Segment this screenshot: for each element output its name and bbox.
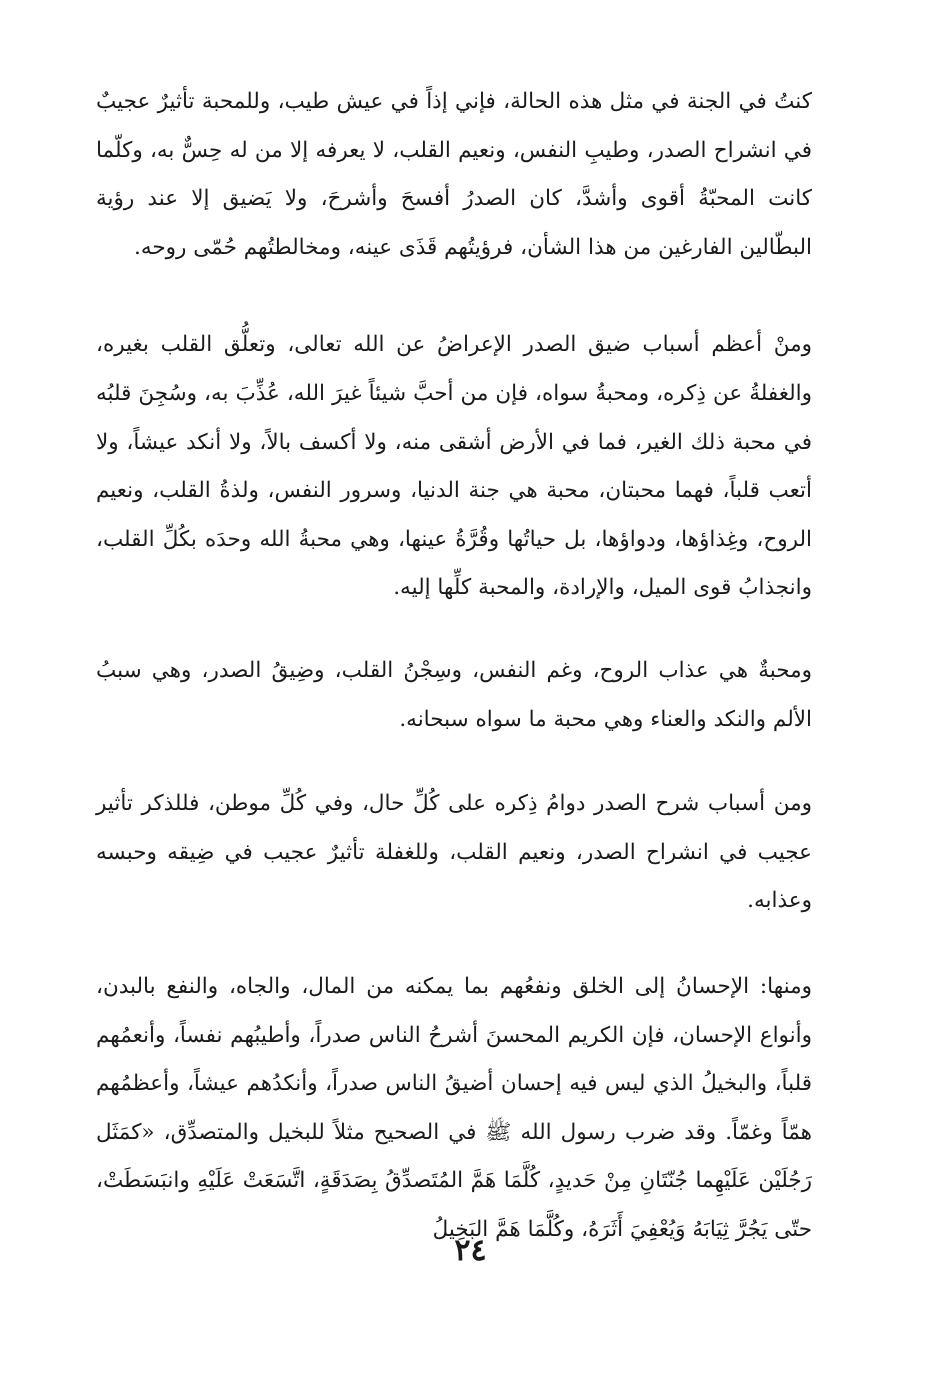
paragraph-1: كنتُ في الجنة في مثل هذه الحالة، فإني إذاً في عيش طيب، وللمحبة تأثيرٌ عجيبٌ في انشراح الصدر، وطيبِ النفس، ونعيم القلب، لا يعرفه إلا من له حِسٌّ به، وكلّما كانت المحبّةُ أقوى وأشدَّ، كان الصدرُ أفسحَ وأشرحَ، ولا يَضيق إلا عند رؤية البطّالين الفارغين من هذا الشأن، فرؤيتُهم قَذَى عينه، ومخالطتُهم حُمّى روحه. xyxy=(96,89,812,260)
paragraph-5: ومنها: الإحسانُ إلى الخلق ونفعُهم بما يمكنه من المال، والجاه، والنفع بالبدن، وأنواع الإحسان، فإن الكريم المحسنَ أشرحُ الناس صدراً، وأطيبُهم نفساً، وأنعمُهم قلباً، والبخيلُ الذي ليس فيه إحسان أضيقُ الناس صدراً، وأنكدُهم عيشاً، وأعظمُهم همّاً وغمّاً. وقد ضرب رسول الله ﷺ في الصحيح مثلاً للبخيل والمتصدِّق، «كمَثَل رَجُلَيْن عَلَيْهِما جُنّتَانِ مِنْ حَديدٍ، كُلَّمَا هَمَّ المُتَصدِّقُ بِصَدَقَةٍ، اتَّسَعَتْ عَلَيْهِ وانبَسَطَتْ، حتّى يَجُرَّ ثِيَابَهُ وَيُعْفِيَ أَثَرَهُ، وكُلَّمَا هَمَّ البَخِيلُ xyxy=(96,973,812,1242)
paragraph-4: ومن أسباب شرح الصدر دوامُ ذِكره على كُلِّ حال، وفي كُلِّ موطن، فللذكر تأثير عجيب في انشراح الصدر، ونعيم القلب، وللغفلة تأثيرٌ عجيب في ضِيقه وحبسه وعذابه. xyxy=(96,791,812,914)
page-number: ٢٤ xyxy=(454,1233,487,1268)
page-body xyxy=(96,78,812,1254)
paragraph-2: ومنْ أعظم أسباب ضيق الصدر الإعراضُ عن الله تعالى، وتعلُّق القلب بغيره، والغفلةُ عن ذِكره، ومحبةُ سواه، فإن من أحبَّ شيئاً غيرَ الله، عُذِّبَ به، وسُجِنَ قلبُه في محبة ذلك الغير، فما في الأرض أشقى منه، ولا أكسف بالاً، ولا أنكد عيشاً، ولا أتعب قلباً، فهما محبتان، محبة هي جنة الدنيا، وسرور النفس، ولذةُ القلب، ونعيم الروح، وغِذاؤها، ودواؤها، بل حياتُها وقُرَّةُ عينها، وهي محبةُ الله وحدَه بكُلِّ القلب، وانجذابُ قوى الميل، والإرادة، والمحبة كلِّها إليه. xyxy=(96,332,812,601)
paragraph-3: ومحبةٌ هي عذاب الروح، وغم النفس، وسِجْنُ القلب، وضِيقُ الصدر، وهي سببُ الألم والنكد والعناء وهي محبة ما سواه سبحانه. xyxy=(96,657,812,732)
